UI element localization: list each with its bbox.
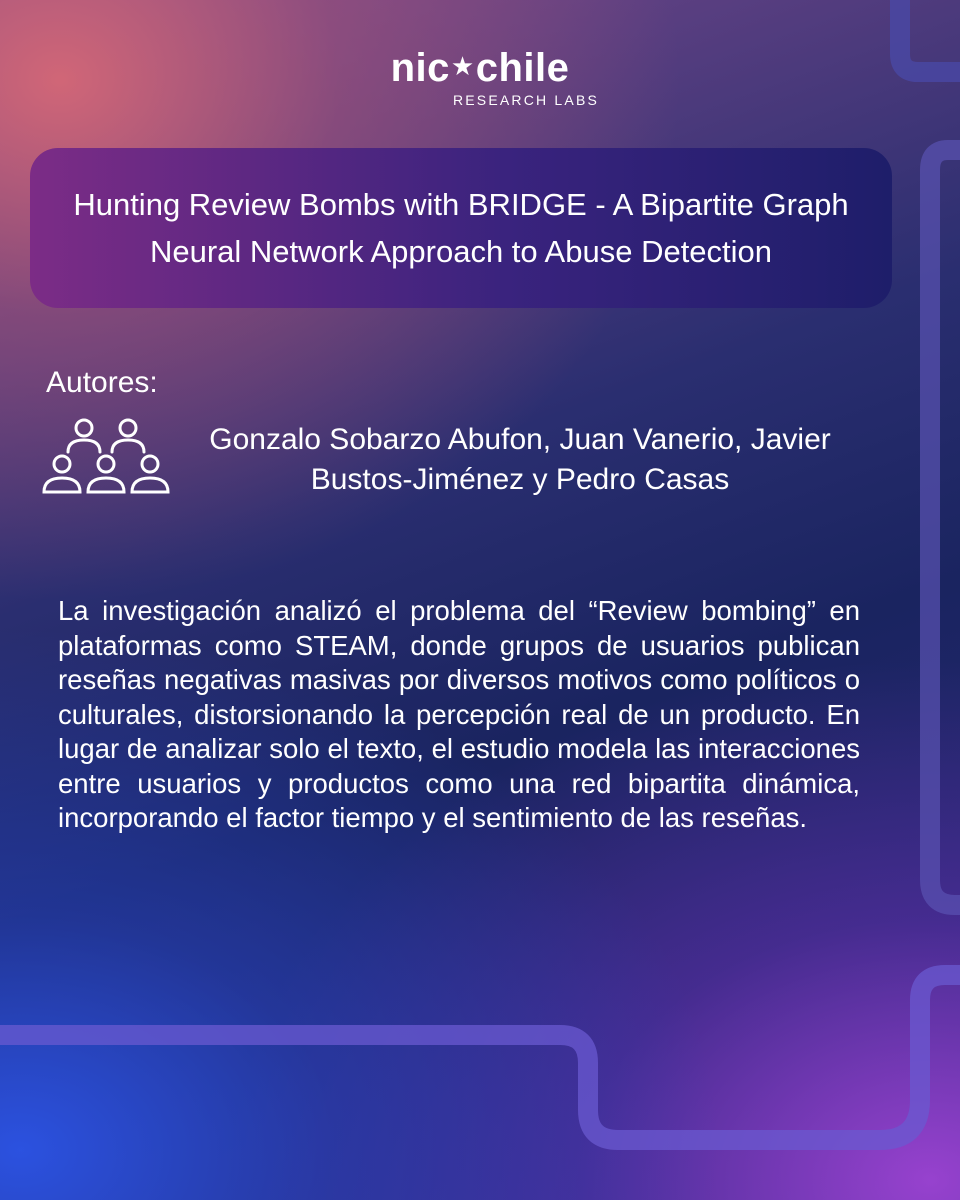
research-summary: La investigación analizó el problema del “Review bombing” en plataformas como STEAM, donde grupos de usuarios publican reseñas negativas masivas por diversos motivos como políticos o culturales, distorsionando la percepción real de un producto. En lugar de analizar solo el texto, el estudio modela las interacciones entre usuarios y productos como una red bipartita dinámica, incorporando el factor tiempo y el sentimiento de las reseñas. — [58, 595, 860, 833]
nicchile-logo — [0, 44, 960, 108]
logo-star-icon: ★ — [450, 51, 475, 81]
paper-title: Hunting Review Bombs with BRIDGE - A Bipartite Graph Neural Network Approach to Abuse Detection — [73, 187, 849, 269]
title-banner — [30, 148, 892, 308]
logo-part-chile: chile — [475, 46, 570, 90]
authors-list: Gonzalo Sobarzo Abufon, Juan Vanerio, Javier Bustos-Jiménez y Pedro Casas — [209, 423, 831, 496]
logo-wordmark — [0, 44, 960, 90]
logo-subtitle: RESEARCH LABS — [452, 92, 600, 108]
decor-line-right — [930, 150, 960, 905]
people-group-icon — [40, 416, 172, 498]
decor-line-bottom — [0, 975, 960, 1140]
authors-heading: Autores: — [46, 366, 158, 399]
logo-part-nic: nic — [390, 46, 450, 90]
